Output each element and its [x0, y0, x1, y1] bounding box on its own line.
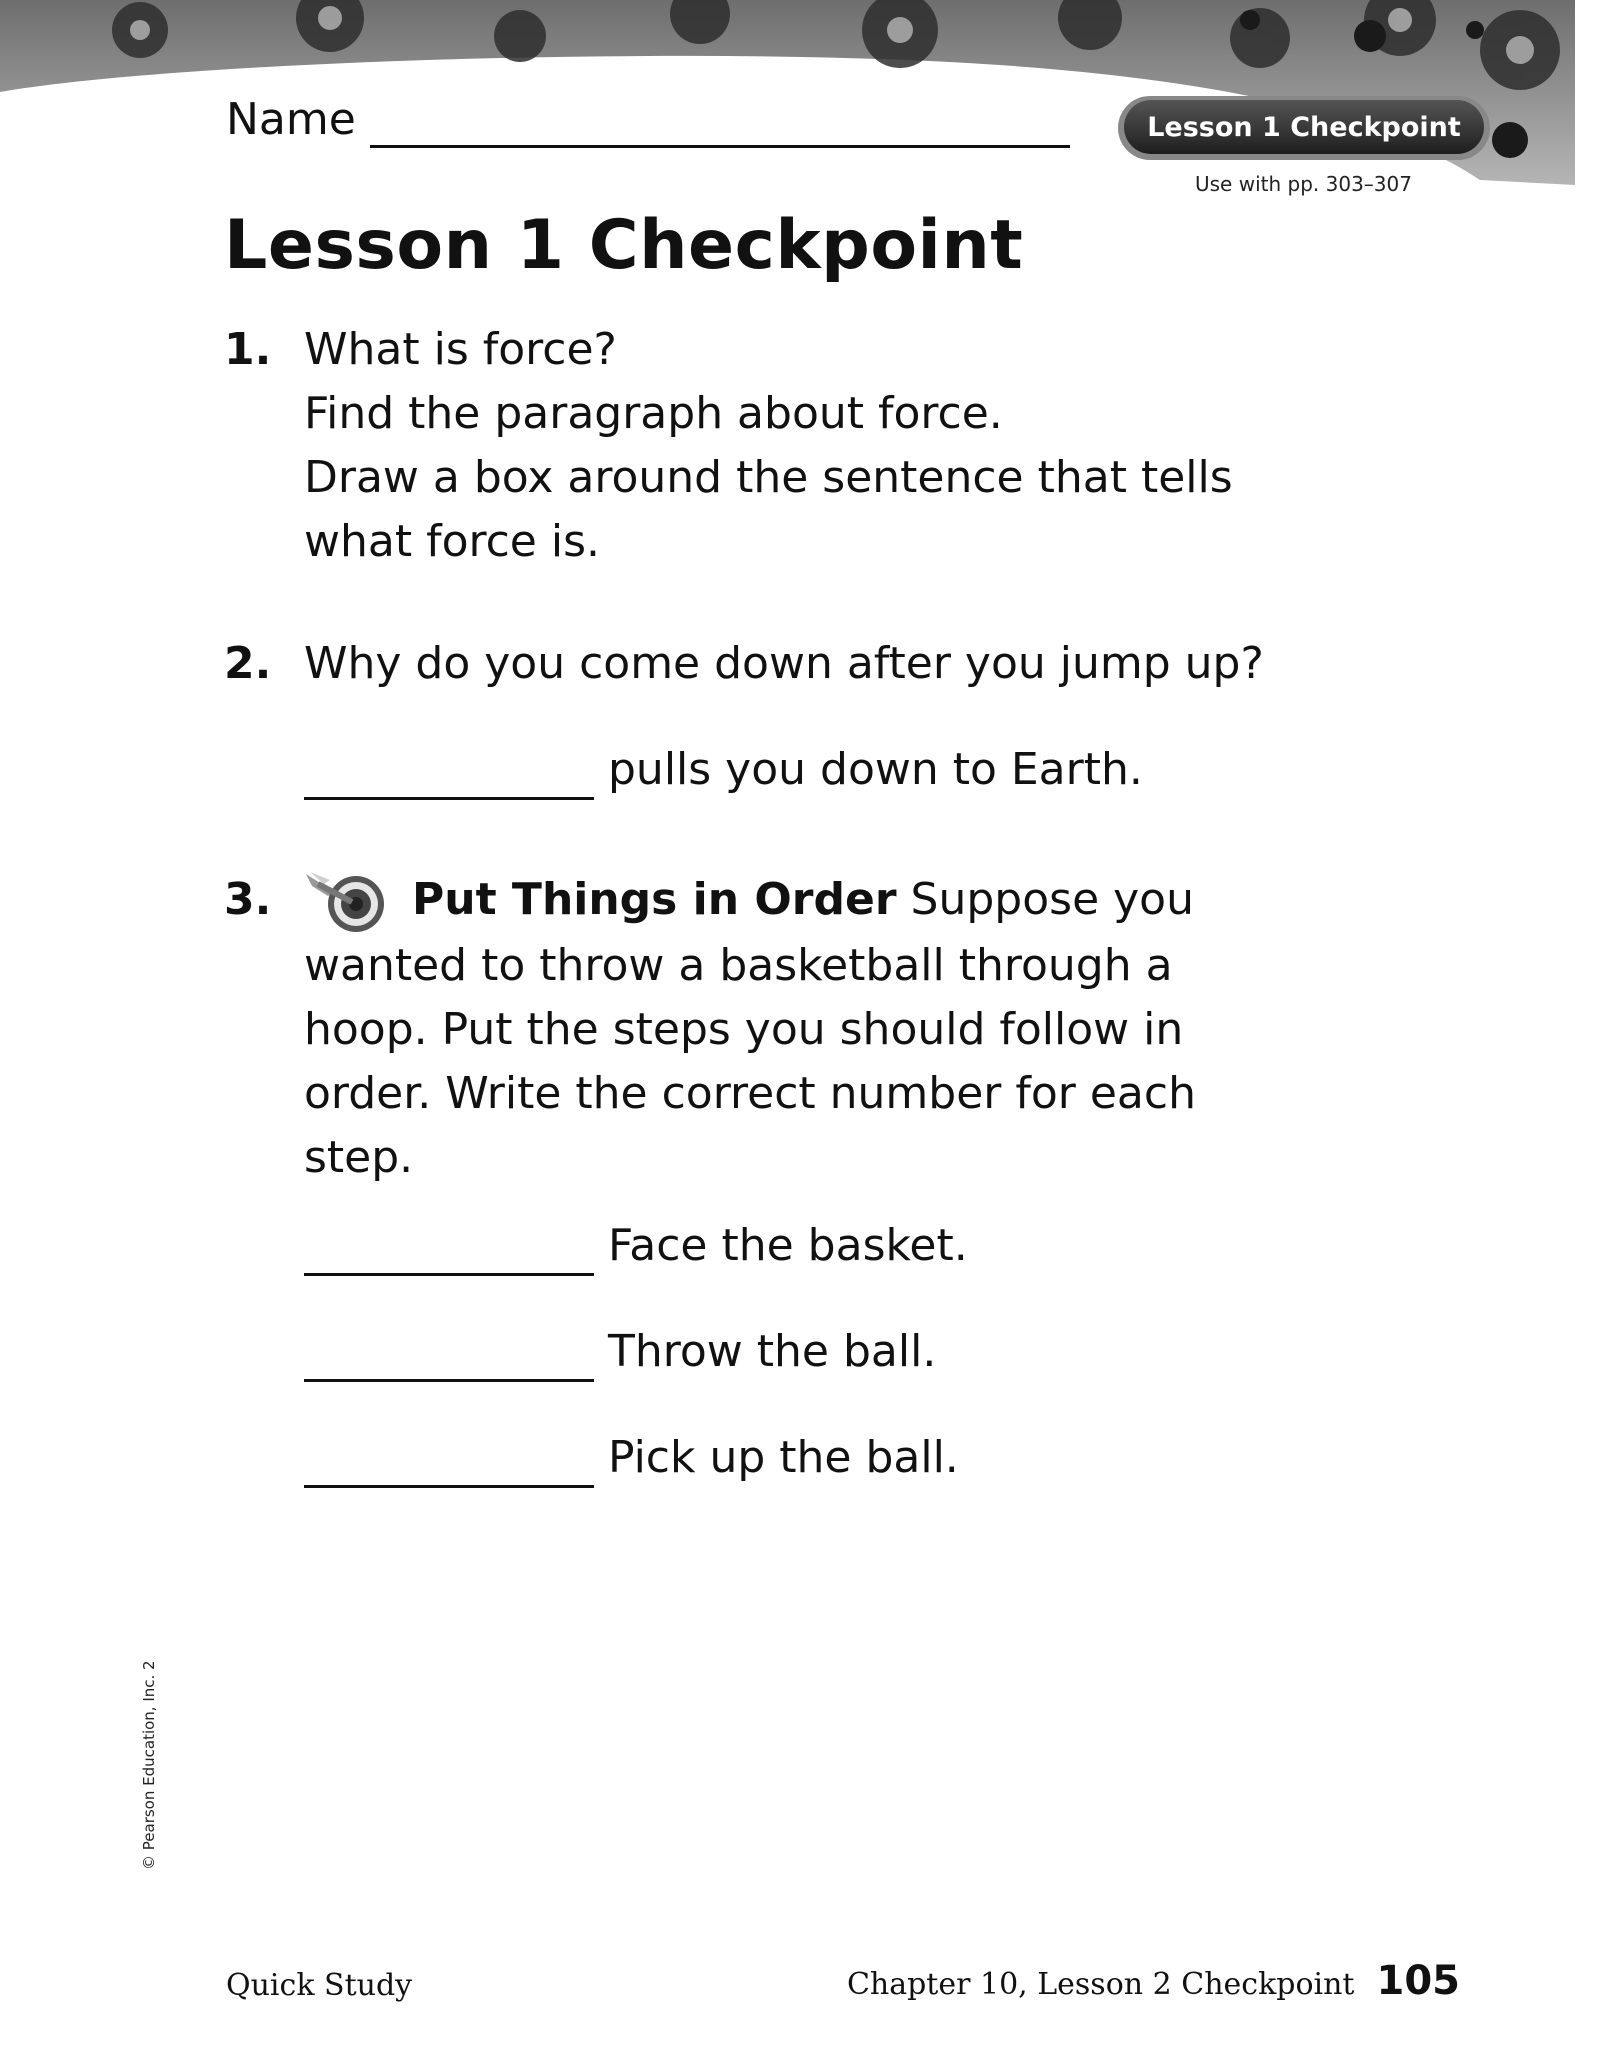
question-text — [304, 318, 1233, 574]
question-number: 3. — [224, 874, 272, 925]
question-line: Find the paragraph about force. — [304, 388, 1003, 439]
question-text — [304, 632, 1264, 696]
footer-chapter: Chapter 10, Lesson 2 Checkpoint — [846, 1967, 1355, 2002]
lesson-tab-label: Lesson 1 Checkpoint — [1147, 111, 1461, 143]
question-line-rest: Suppose you — [910, 874, 1194, 925]
question-line: What is force? — [304, 324, 617, 375]
answer-suffix: pulls you down to Earth. — [608, 744, 1143, 795]
question-line: Draw a box around the sentence that tells — [304, 452, 1233, 503]
footer-right — [847, 1958, 1460, 2004]
lesson-tab — [1124, 100, 1484, 154]
step-row — [304, 1216, 968, 1276]
step-row — [304, 1322, 936, 1382]
name-field[interactable] — [370, 95, 1070, 148]
step-number-blank[interactable] — [304, 1227, 594, 1276]
answer-blank[interactable] — [304, 751, 594, 800]
question-line-first — [304, 868, 1204, 934]
question-line: order. Write the correct number for each — [304, 1068, 1196, 1119]
footer-book-title: Quick Study — [226, 1968, 413, 2003]
copyright-notice: © Pearson Education, Inc. 2 — [140, 1660, 158, 1870]
question-text — [304, 868, 1204, 1190]
question-line: hoop. Put the steps you should follow in — [304, 1004, 1184, 1055]
name-row — [226, 92, 1070, 148]
step-text: Pick up the ball. — [608, 1432, 959, 1483]
page-number: 105 — [1376, 1958, 1460, 2004]
use-with-note: Use with pp. 303–307 — [1195, 172, 1412, 196]
step-number-blank[interactable] — [304, 1439, 594, 1488]
question-number: 2. — [224, 638, 272, 689]
step-text: Face the basket. — [608, 1220, 968, 1271]
question-line: what force is. — [304, 516, 600, 567]
skill-label: Put Things in Order — [412, 874, 897, 925]
step-row — [304, 1428, 959, 1488]
page-title: Lesson 1 Checkpoint — [224, 206, 1024, 285]
question-line: Why do you come down after you jump up? — [304, 638, 1264, 689]
step-text: Throw the ball. — [608, 1326, 937, 1377]
question-number: 1. — [224, 324, 272, 375]
question-line: wanted to throw a basketball through a — [304, 940, 1173, 991]
question-line: step. — [304, 1132, 414, 1183]
answer-row — [304, 740, 1143, 800]
step-number-blank[interactable] — [304, 1333, 594, 1382]
name-label: Name — [226, 94, 356, 145]
target-arrow-icon — [304, 870, 400, 934]
